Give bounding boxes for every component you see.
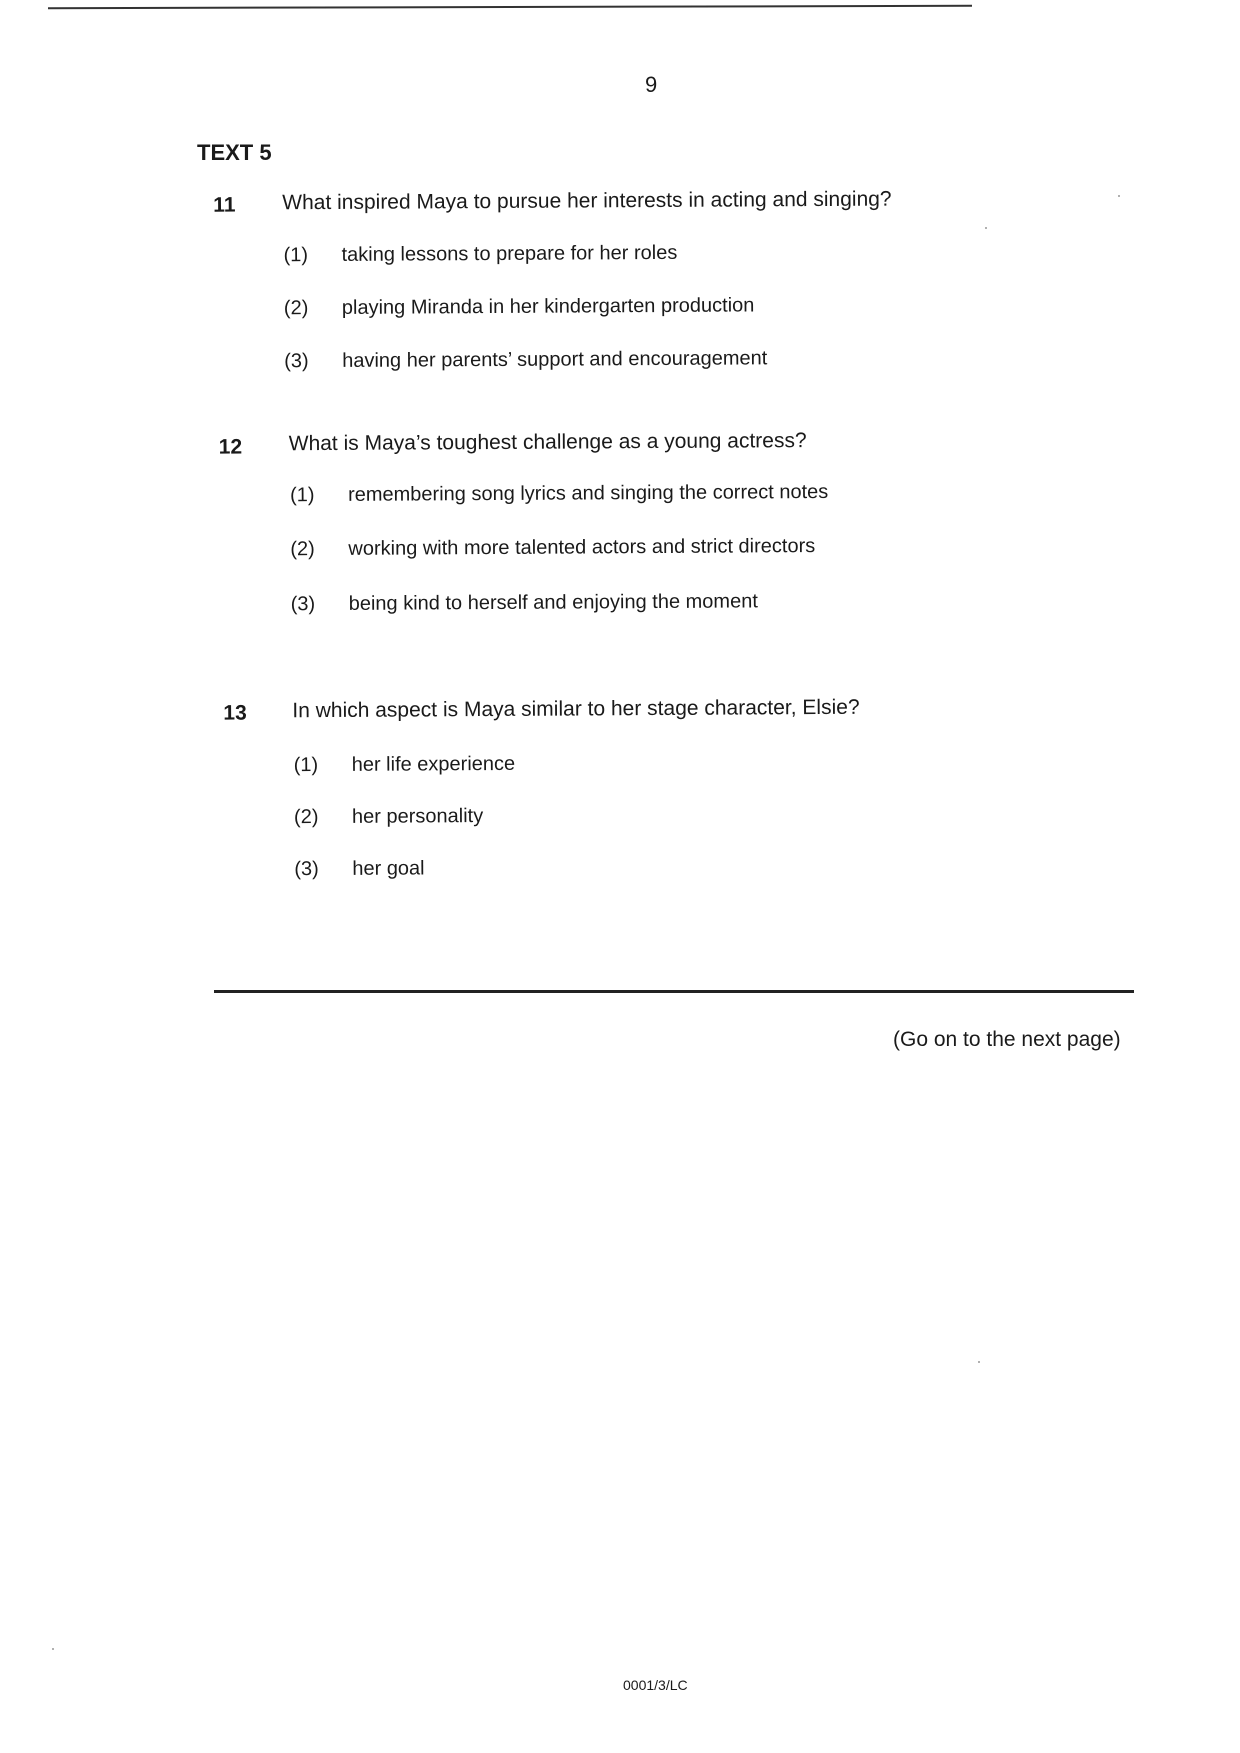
option-text: remembering song lyrics and singing the correct notes (347, 480, 829, 506)
question-number: 13 (223, 701, 247, 725)
answer-option[interactable] (291, 590, 758, 616)
bottom-rule (214, 990, 1134, 993)
answer-option[interactable] (294, 857, 424, 881)
option-label: (2) (293, 806, 319, 829)
section-title: TEXT 5 (197, 140, 272, 165)
option-label: (1) (283, 244, 309, 267)
option-label: (1) (289, 484, 315, 507)
answer-option[interactable] (294, 805, 483, 829)
answer-option[interactable] (283, 242, 677, 267)
option-label: (1) (293, 754, 319, 777)
option-label: (3) (290, 593, 316, 616)
answer-option[interactable] (284, 347, 767, 373)
answer-option[interactable] (290, 481, 828, 507)
scan-speck (52, 1648, 54, 1650)
option-label: (2) (290, 538, 315, 561)
answer-option[interactable] (284, 294, 755, 320)
answer-option[interactable] (294, 753, 516, 777)
answer-option[interactable] (290, 535, 815, 561)
option-label: (3) (294, 858, 319, 881)
question-text: What is Maya’s toughest challenge as a young actress? (288, 429, 807, 456)
scan-speck (985, 227, 987, 229)
top-rule (48, 5, 972, 9)
option-text: having her parents’ support and encouragement (342, 347, 768, 372)
question-number: 12 (218, 435, 243, 459)
question-number: 11 (213, 193, 236, 217)
page-number: 9 (645, 72, 658, 97)
option-text: her personality (351, 805, 484, 828)
option-label: (2) (283, 297, 309, 320)
option-label: (3) (284, 350, 309, 373)
option-text: being kind to herself and enjoying the moment (348, 590, 758, 615)
option-text: her goal (352, 857, 425, 880)
footer-code: 0001/3/LC (623, 1677, 688, 1693)
option-text: taking lessons to prepare for her roles (341, 241, 678, 266)
option-text: working with more talented actors and strict directors (348, 535, 816, 560)
question-text: In which aspect is Maya similar to her stage character, Elsie? (292, 695, 860, 723)
scan-speck (978, 1361, 980, 1363)
option-text: her life experience (351, 752, 516, 776)
next-page-note: (Go on to the next page) (893, 1028, 1121, 1051)
scan-speck (1118, 195, 1120, 197)
question-text: What inspired Maya to pursue her interests in acting and singing? (282, 187, 892, 215)
option-text: playing Miranda in her kindergarten production (341, 294, 755, 319)
